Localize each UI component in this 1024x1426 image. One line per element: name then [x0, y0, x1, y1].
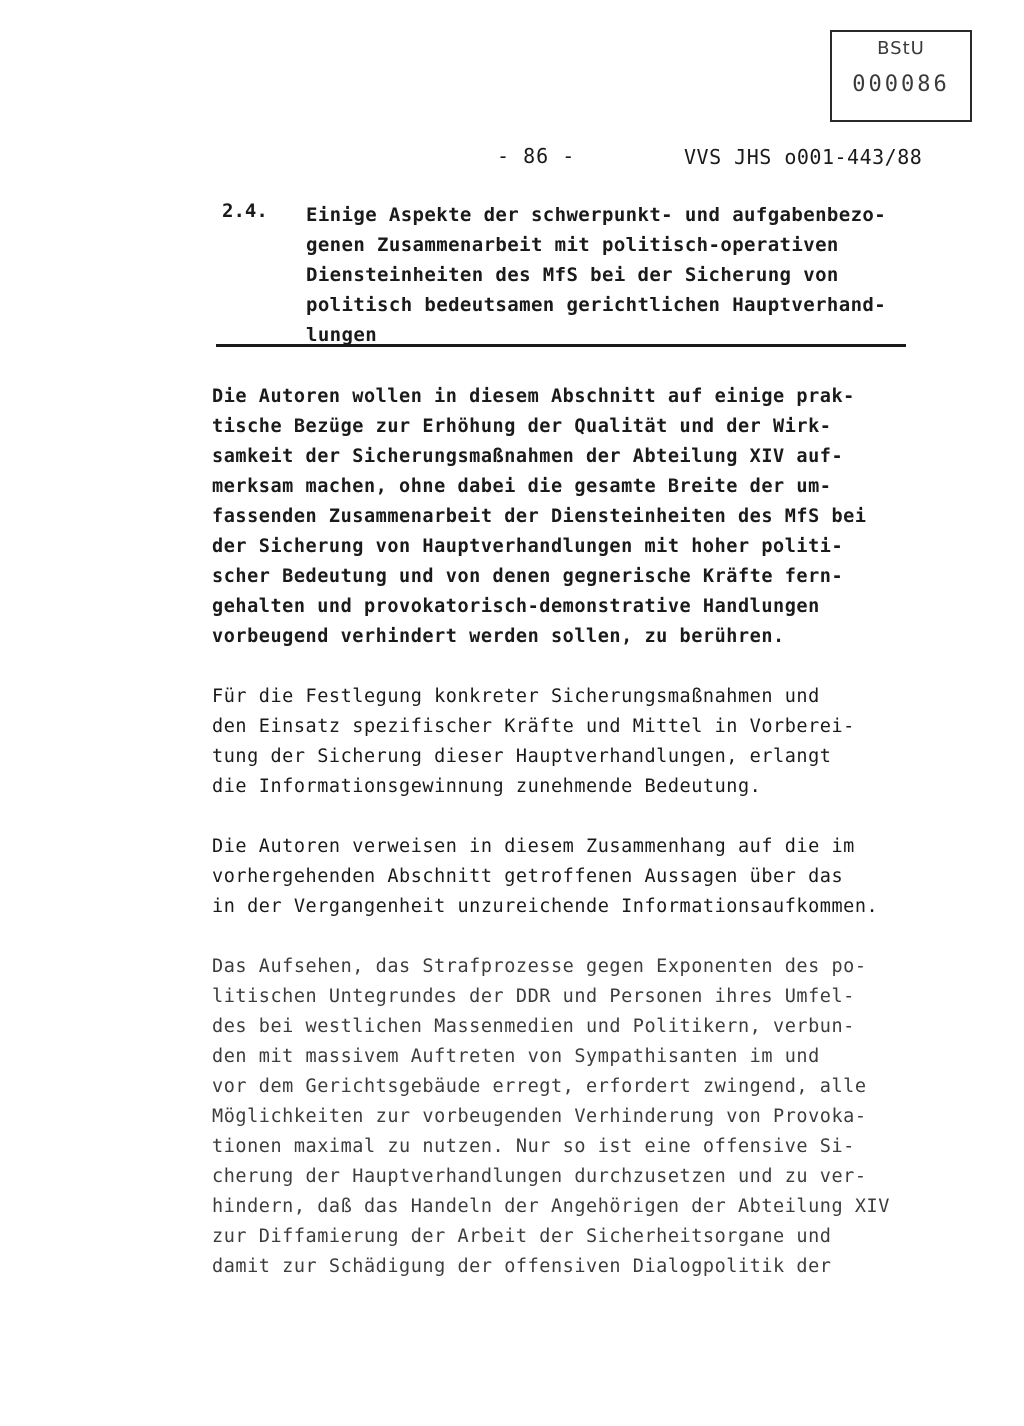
section-heading: [306, 200, 906, 350]
paragraph-3: [212, 832, 912, 922]
paragraph-4: [212, 952, 912, 1282]
text-line: Das Aufsehen, das Strafprozesse gegen Exponenten des po-: [212, 956, 867, 977]
document-reference: VVS JHS o001-443/88: [684, 145, 923, 169]
text-line: die Informationsgewinnung zunehmende Bedeutung.: [212, 776, 762, 797]
paragraph-2: [212, 682, 912, 802]
text-line: der Sicherung von Hauptverhandlungen mit hoher politi-: [212, 536, 844, 557]
archive-stamp: [830, 30, 972, 122]
text-line: in der Vergangenheit unzureichende Informationsaufkommen.: [212, 896, 879, 917]
text-line: litischen Untegrundes der DDR und Personen ihres Umfel-: [212, 986, 855, 1007]
text-line: des bei westlichen Massenmedien und Politikern, verbun-: [212, 1016, 855, 1037]
text-line: cherung der Hauptverhandlungen durchzusetzen und zu ver-: [212, 1166, 867, 1187]
paragraph-1: [212, 382, 912, 652]
text-line: merksam machen, ohne dabei die gesamte Breite der um-: [212, 476, 832, 497]
text-line: tische Bezüge zur Erhöhung der Qualität und der Wirk-: [212, 416, 832, 437]
text-line: samkeit der Sicherungsmaßnahmen der Abteilung XIV auf-: [212, 446, 844, 467]
heading-line: Diensteinheiten des MfS bei der Sicherung von: [306, 264, 839, 286]
text-line: hindern, daß das Handeln der Angehörigen der Abteilung XIV: [212, 1196, 890, 1217]
section-number: 2.4.: [222, 200, 268, 222]
text-line: vorbeugend verhindert werden sollen, zu berühren.: [212, 626, 785, 647]
text-line: Die Autoren verweisen in diesem Zusammenhang auf die im: [212, 836, 855, 857]
text-line: den mit massivem Auftreten von Sympathisanten im und: [212, 1046, 820, 1067]
text-line: fassenden Zusammenarbeit der Diensteinheiten des MfS bei: [212, 506, 867, 527]
text-line: vorhergehenden Abschnitt getroffenen Aussagen über das: [212, 866, 844, 887]
text-line: Für die Festlegung konkreter Sicherungsmaßnahmen und: [212, 686, 820, 707]
heading-line: lungen: [306, 324, 378, 346]
stamp-archive-label: BStU: [877, 38, 925, 59]
heading-underline: [216, 344, 906, 347]
text-line: Möglichkeiten zur vorbeugenden Verhinderung von Provoka-: [212, 1106, 867, 1127]
text-line: tionen maximal zu nutzen. Nur so ist eine offensive Si-: [212, 1136, 855, 1157]
text-line: Die Autoren wollen in diesem Abschnitt auf einige prak-: [212, 386, 855, 407]
heading-line: Einige Aspekte der schwerpunkt- und aufgabenbezo-: [306, 204, 887, 226]
heading-line: politisch bedeutsamen gerichtlichen Hauptverhand-: [306, 294, 887, 316]
text-line: damit zur Schädigung der offensiven Dialogpolitik der: [212, 1256, 832, 1277]
text-line: tung der Sicherung dieser Hauptverhandlungen, erlangt: [212, 746, 832, 767]
text-line: den Einsatz spezifischer Kräfte und Mittel in Vorberei-: [212, 716, 855, 737]
text-line: gehalten und provokatorisch-demonstrative Handlungen: [212, 596, 820, 617]
text-line: scher Bedeutung und von denen gegnerische Kräfte fern-: [212, 566, 844, 587]
text-line: zur Diffamierung der Arbeit der Sicherheitsorgane und: [212, 1226, 832, 1247]
text-line: vor dem Gerichtsgebäude erregt, erfordert zwingend, alle: [212, 1076, 867, 1097]
heading-line: genen Zusammenarbeit mit politisch-operativen: [306, 234, 839, 256]
stamp-page-number: 000086: [852, 72, 950, 97]
page-number: - 86 -: [497, 144, 576, 168]
